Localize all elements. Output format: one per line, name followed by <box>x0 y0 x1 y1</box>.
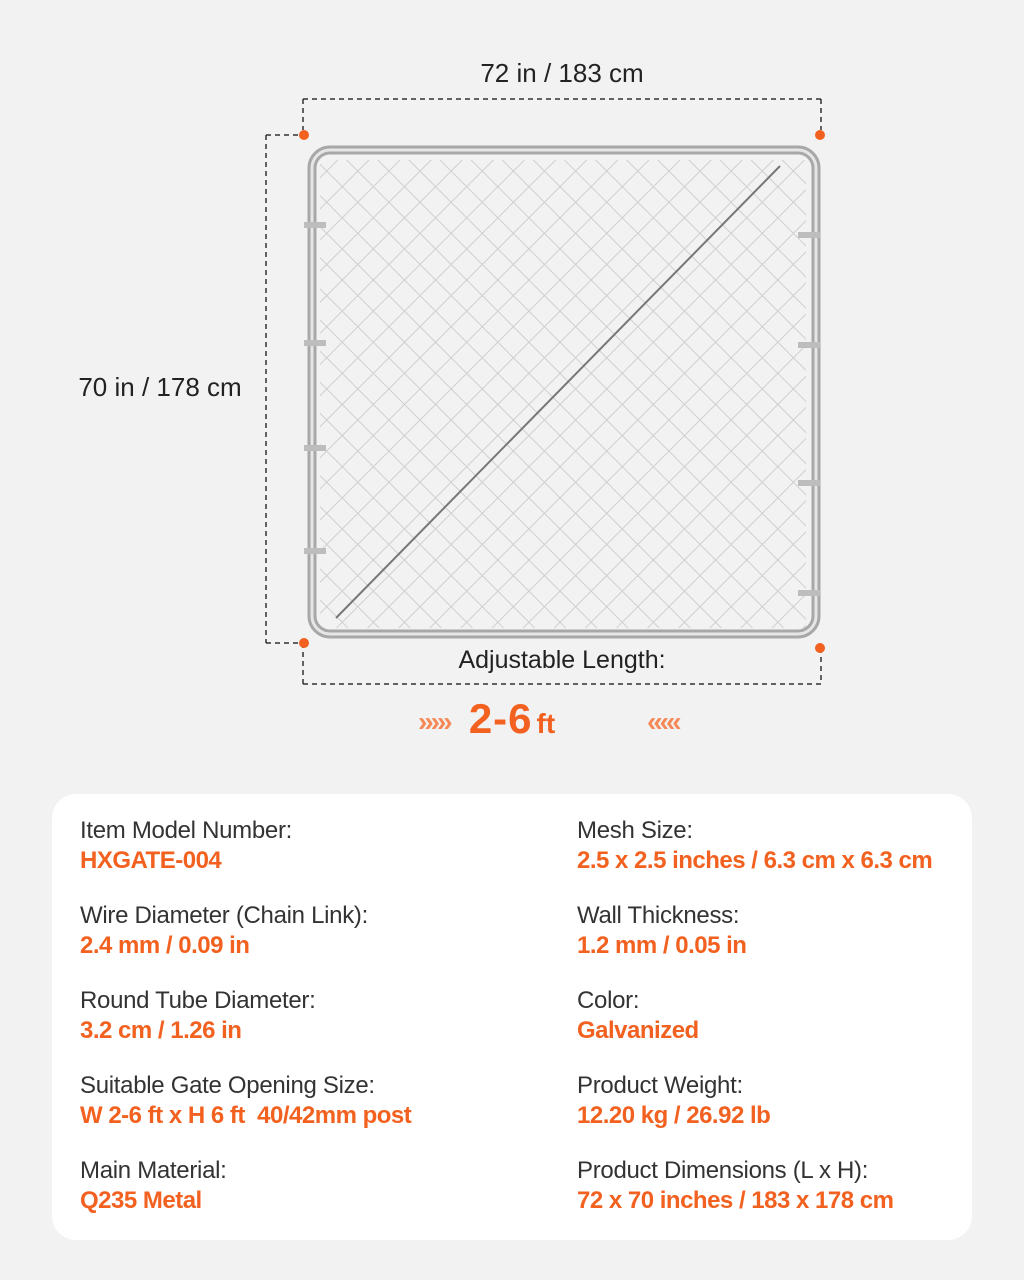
spec-value: 2.5 x 2.5 inches / 6.3 cm x 6.3 cm <box>577 847 933 874</box>
spec-item <box>577 1071 967 1156</box>
height-label: 70 in / 178 cm <box>78 372 242 402</box>
width-dimension-line <box>303 99 821 130</box>
spec-item <box>577 901 967 986</box>
spec-label: Item Model Number: <box>80 817 293 844</box>
spec-column-left <box>80 816 540 1241</box>
spec-label: Round Tube Diameter: <box>80 987 316 1014</box>
spec-label: Color: <box>577 987 640 1014</box>
spec-label: Wire Diameter (Chain Link): <box>80 902 368 929</box>
spec-value: 3.2 cm / 1.26 in <box>80 1017 242 1044</box>
spec-value: Galvanized <box>577 1017 699 1044</box>
length-range-value: 2-6 <box>468 695 533 742</box>
width-label: 72 in / 183 cm <box>480 58 644 88</box>
spec-value: 1.2 mm / 0.05 in <box>577 932 747 959</box>
spec-value: HXGATE-004 <box>80 847 222 874</box>
spec-value: 2.4 mm / 0.09 in <box>80 932 250 959</box>
spec-item <box>80 986 540 1071</box>
arrows-left-icon: ‹‹‹‹‹ <box>647 706 679 737</box>
spec-label: Product Dimensions (L x H): <box>577 1157 869 1184</box>
adjustable-length-label: Adjustable Length: <box>458 646 666 674</box>
spec-value: W 2-6 ft x H 6 ft 40/42mm post <box>80 1102 412 1129</box>
length-range <box>0 695 1024 743</box>
spec-item <box>80 1071 540 1156</box>
spec-value: 12.20 kg / 26.92 lb <box>577 1102 771 1129</box>
spec-item <box>577 816 967 901</box>
length-range-unit: ft <box>536 708 556 739</box>
spec-item <box>80 816 540 901</box>
spec-column-right <box>577 816 967 1241</box>
spec-item <box>577 986 967 1071</box>
arrows-right-icon: ››››› <box>418 706 450 737</box>
spec-label: Main Material: <box>80 1157 227 1184</box>
height-dimension-line <box>266 135 303 643</box>
spec-item <box>80 901 540 986</box>
spec-card <box>52 794 972 1240</box>
spec-value: 72 x 70 inches / 183 x 178 cm <box>577 1187 894 1214</box>
spec-label: Suitable Gate Opening Size: <box>80 1072 375 1099</box>
spec-item <box>577 1156 967 1241</box>
spec-label: Mesh Size: <box>577 817 693 844</box>
chain-link-mesh <box>320 160 806 628</box>
spec-label: Product Weight: <box>577 1072 743 1099</box>
spec-item <box>80 1156 540 1241</box>
spec-value: Q235 Metal <box>80 1187 202 1214</box>
spec-label: Wall Thickness: <box>577 902 740 929</box>
